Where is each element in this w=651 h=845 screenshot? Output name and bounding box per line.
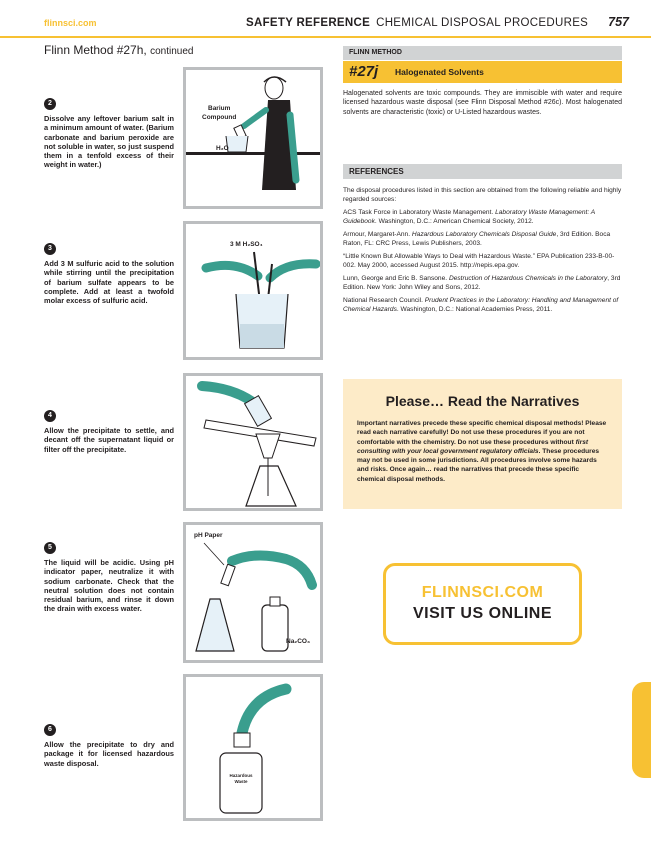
step-4 bbox=[44, 410, 174, 454]
step-text: Allow the precipitate to dry and package it for licensed hazardous waste disposal. bbox=[44, 740, 174, 768]
reference-item bbox=[343, 252, 622, 270]
header-title bbox=[246, 15, 629, 29]
header-subsection: CHEMICAL DISPOSAL PROCEDURES bbox=[376, 17, 589, 29]
jar-label-hazardous: Hazardous bbox=[229, 773, 253, 778]
gloved-arm bbox=[244, 110, 266, 126]
step-number-badge: 6 bbox=[44, 724, 56, 736]
step-2 bbox=[44, 98, 174, 170]
label-pointer bbox=[204, 543, 224, 565]
bottle-cap bbox=[270, 597, 280, 606]
reference-item bbox=[343, 230, 622, 248]
reference-post: , 3rd Edition. Boca Raton, FL: CRC Press, Lewis Publishers, 2003. bbox=[343, 230, 611, 248]
illustration-add-acid bbox=[183, 221, 323, 360]
step-5 bbox=[44, 542, 174, 614]
reference-post: . Washington, D.C.: National Academies Press, 2011. bbox=[396, 305, 553, 313]
reference-item bbox=[343, 208, 622, 226]
illustration-decant bbox=[183, 373, 323, 511]
step-text: Dissolve any leftover barium salt in a minimum amount of water. (Barium carbonate and barium peroxide are not soluble in water, so just suspend them in a tenfold excess of their weight in water.) bbox=[44, 114, 174, 170]
method-continued-title bbox=[44, 43, 193, 57]
narratives-text-italic: first consulting with your local government regulatory officials bbox=[357, 438, 589, 455]
glove bbox=[242, 689, 286, 733]
beaker bbox=[226, 136, 248, 152]
step-number-badge: 5 bbox=[44, 542, 56, 554]
method-continued-suffix: continued bbox=[150, 46, 194, 57]
decant-drawing bbox=[186, 376, 320, 508]
glove-left bbox=[206, 265, 258, 276]
reference-post: , 3rd Edition. New York: John Wiley and Sons, 2012. bbox=[343, 274, 621, 291]
site-link[interactable]: flinnsci.com bbox=[44, 18, 97, 28]
step-text: Allow the precipitate to settle, and decant off the supernatant liquid or filter off the precipitate. bbox=[44, 426, 174, 454]
step-6 bbox=[44, 724, 174, 768]
reference-pre: “Little Known But Allowable Ways to Deal with Hazardous Waste.” EPA Publication 233-B-00-002. May 2000, accessed August 2015. http://nepis.epa.gov. bbox=[343, 252, 615, 269]
narratives-text-2: . These procedures may not be used in some jurisdictions. All procedures involve some hazards and risks. Once again… read the narratives that precede these specific chemical disposal methods. bbox=[357, 447, 600, 483]
reference-title: Destruction of Hazardous Chemicals in the Laboratory bbox=[448, 274, 608, 282]
reference-title: Prudent Practices in the Laboratory: Handling and Management of Chemical Hazards bbox=[343, 296, 619, 313]
reference-title: Laboratory Waste Management: A Guidebook bbox=[343, 208, 595, 226]
neutralize-drawing bbox=[186, 525, 320, 660]
references-intro: The disposal procedures listed in this section are obtained from the following reliable and highly regarded sources: bbox=[343, 187, 622, 204]
reference-pre: ACS Task Force in Laboratory Waste Management. bbox=[343, 208, 496, 216]
promo-tagline: VISIT US ONLINE bbox=[412, 605, 553, 622]
section-edge-tab bbox=[632, 682, 651, 778]
label-water: H₂O bbox=[216, 145, 229, 152]
narratives-callout bbox=[343, 379, 622, 509]
glove bbox=[232, 555, 312, 585]
method-code: #27j bbox=[349, 63, 379, 80]
flask bbox=[246, 466, 296, 506]
glove-right bbox=[270, 264, 316, 278]
reference-item bbox=[343, 274, 622, 292]
add-acid-drawing bbox=[186, 224, 320, 357]
narratives-text bbox=[357, 419, 609, 484]
page-number: 757 bbox=[608, 15, 629, 29]
step-text: Add 3 M sulfuric acid to the solution while stirring until the precipitation of barium sulfate appears to be complete. Add at least a twofold molar excess of sulfuric acid. bbox=[44, 259, 174, 306]
step-number-badge: 2 bbox=[44, 98, 56, 110]
package-drawing bbox=[186, 677, 320, 818]
step-number-badge: 4 bbox=[44, 410, 56, 422]
label-compound: Compound bbox=[202, 114, 237, 121]
jar-lid bbox=[234, 733, 250, 747]
label-ph-paper: pH Paper bbox=[194, 532, 223, 539]
step-3 bbox=[44, 243, 174, 305]
reference-post: . Washington, D.C.: American Chemical Society, 2012. bbox=[374, 218, 534, 226]
bench-surface bbox=[186, 152, 320, 155]
illustration-neutralize bbox=[183, 522, 323, 663]
reference-pre: National Research Council. bbox=[343, 296, 425, 304]
jar-label-waste: Waste bbox=[234, 779, 248, 784]
reference-title: Hazardous Laboratory Chemicals Disposal Guide bbox=[411, 230, 557, 238]
reagent-bottle bbox=[262, 605, 288, 651]
narratives-text-1: Important narratives precede these specific chemical disposal methods! Please read each narrative carefully! Do not use these procedures if you are not comfortable with the chemistry. Do not use these procedures without bbox=[357, 420, 607, 446]
reference-pre: Lunn, George and Eric B. Sansone. bbox=[343, 274, 449, 282]
ph-paper-strip bbox=[221, 564, 235, 586]
page-header bbox=[0, 0, 651, 38]
step-number-badge: 3 bbox=[44, 243, 56, 255]
references-list bbox=[343, 186, 622, 317]
reference-pre: Armour, Margaret-Ann. bbox=[343, 230, 412, 238]
header-section: SAFETY REFERENCE bbox=[246, 17, 371, 29]
reference-item bbox=[343, 296, 622, 314]
label-sulfuric-acid: 3 M H₂SO₄ bbox=[230, 241, 263, 248]
dissolve-drawing bbox=[186, 70, 320, 206]
flinn-method-bar bbox=[343, 61, 622, 83]
flask bbox=[196, 599, 234, 651]
promo-url[interactable]: FLINNSCI.COM bbox=[421, 584, 544, 601]
header-rule bbox=[0, 36, 651, 38]
illustration-dissolve bbox=[183, 67, 323, 209]
method-title: Halogenated Solvents bbox=[395, 67, 484, 77]
label-barium: Barium bbox=[208, 105, 231, 112]
visit-online-promo[interactable] bbox=[383, 563, 582, 645]
step-text: The liquid will be acidic. Using pH indicator paper, neutralize it with sodium carbonate. Check that the neutral solution does not contain residual barium, and rinse it down the drain with excess water. bbox=[44, 558, 174, 614]
flinn-method-heading: FLINN METHOD bbox=[343, 46, 622, 60]
illustration-package bbox=[183, 674, 323, 821]
method-description: Halogenated solvents are toxic compounds. They are immiscible with water and require licensed hazardous waste disposal (see Flinn Disposal Method #26c). Most halogenated solvents are characteristic (toxic) or U-Listed hazardous wastes. bbox=[343, 90, 622, 116]
beaker-liquid bbox=[240, 324, 284, 348]
method-continued-name: Flinn Method #27h, bbox=[44, 43, 147, 57]
funnel bbox=[256, 434, 280, 458]
references-heading: REFERENCES bbox=[343, 164, 622, 179]
label-sodium-carbonate: Na₂CO₃ bbox=[286, 638, 310, 645]
narratives-title: Please… Read the Narratives bbox=[385, 393, 580, 409]
person-head bbox=[265, 77, 283, 99]
